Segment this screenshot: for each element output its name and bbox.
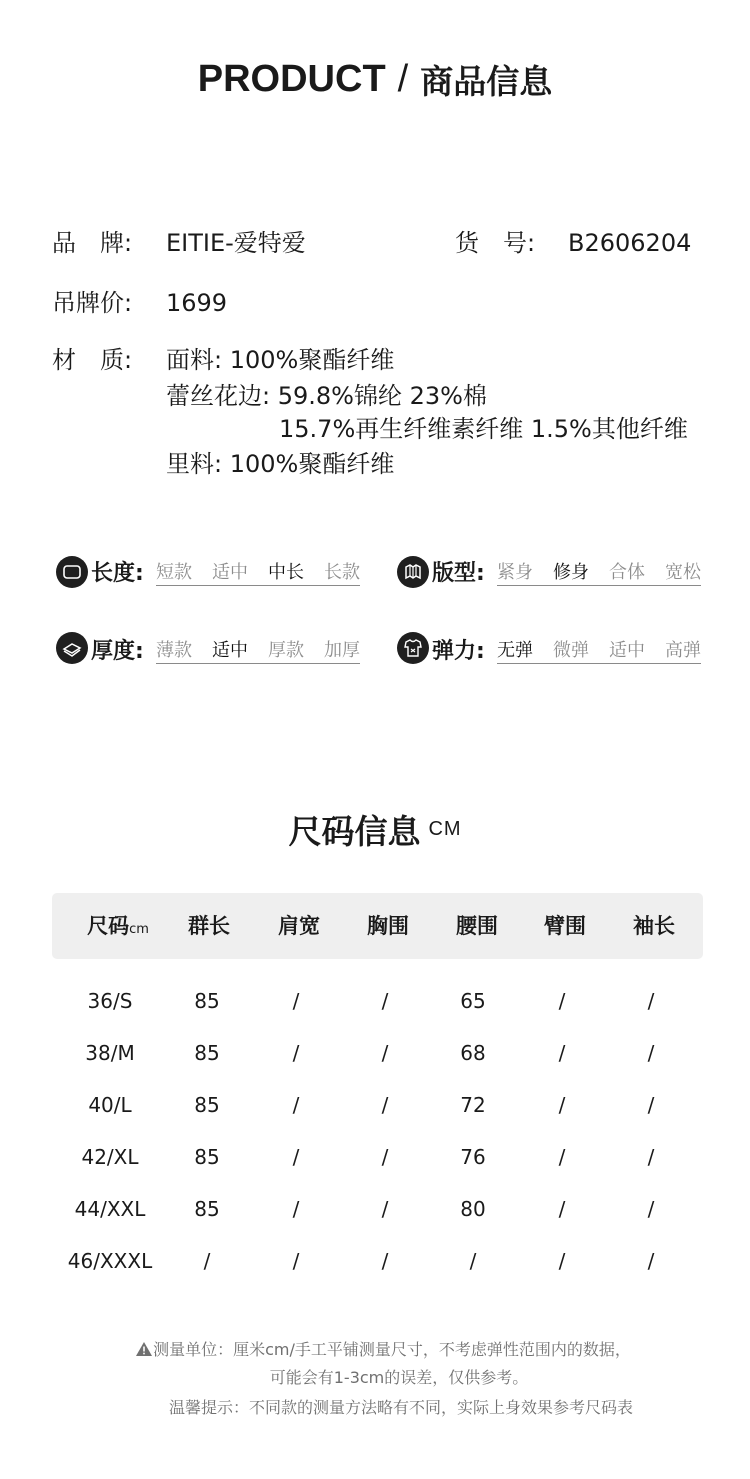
elasticity-label: 弹力:	[432, 639, 485, 664]
table-cell: 72	[460, 1093, 486, 1117]
table-cell: /	[292, 989, 300, 1013]
table-cell: /	[292, 1249, 300, 1273]
length-option: 短款	[156, 562, 192, 583]
table-cell: 85	[194, 989, 220, 1013]
header-chest: 胸围	[367, 914, 409, 938]
table-cell: /	[469, 1249, 477, 1273]
table-cell: /	[381, 1197, 389, 1221]
table-cell: 46/XXXL	[67, 1249, 153, 1273]
warning-icon	[135, 1341, 153, 1357]
table-cell: 44/XXL	[74, 1197, 146, 1221]
size-title-unit: CM	[428, 818, 462, 840]
table-cell: /	[292, 1145, 300, 1169]
note-text-1: 测量单位：厘米cm/手工平铺测量尺寸，不考虑弹性范围内的数据，	[153, 1340, 631, 1359]
table-cell: 36/S	[87, 989, 133, 1013]
title-zh: 商品信息	[420, 62, 553, 101]
length-option: 适中	[212, 562, 248, 583]
table-cell: /	[292, 1093, 300, 1117]
length-option-selected: 中长	[268, 562, 304, 583]
table-cell: /	[381, 1041, 389, 1065]
thickness-option: 厚款	[268, 640, 304, 661]
table-cell: /	[203, 1249, 211, 1273]
table-cell: 85	[194, 1041, 220, 1065]
table-cell: 76	[460, 1145, 486, 1169]
price-label: 吊牌价:	[52, 289, 133, 317]
table-cell: /	[647, 1145, 655, 1169]
thickness-option: 加厚	[324, 640, 360, 661]
title-slash: /	[397, 58, 409, 100]
table-cell: 40/L	[88, 1093, 132, 1117]
table-cell: /	[558, 1093, 566, 1117]
table-cell: 80	[460, 1197, 486, 1221]
material-line: 面料: 100%聚酯纤维	[166, 346, 395, 374]
table-cell: /	[558, 1145, 566, 1169]
sku-label: 货 号:	[455, 229, 536, 257]
thickness-option: 薄款	[156, 640, 192, 661]
thickness-option-selected: 适中	[212, 640, 248, 661]
table-cell: 38/M	[85, 1041, 135, 1065]
table-cell: /	[558, 1197, 566, 1221]
fit-option: 宽松	[665, 562, 701, 583]
note-line-3: 温馨提示：不同款的测量方法略有不同，实际上身效果参考尺码表	[168, 1398, 633, 1417]
note-line-1	[8, 1337, 750, 1360]
table-cell: /	[381, 1145, 389, 1169]
table-cell: /	[381, 1249, 389, 1273]
fit-option: 紧身	[497, 562, 533, 583]
header-waist: 腰围	[456, 914, 498, 938]
table-cell: /	[381, 989, 389, 1013]
price-value: 1699	[166, 289, 228, 317]
fit-option: 合体	[609, 562, 645, 583]
table-cell: /	[381, 1093, 389, 1117]
elasticity-option-selected: 无弹	[497, 640, 533, 661]
table-cell: /	[647, 989, 655, 1013]
brand-label: 品 牌:	[52, 229, 133, 257]
table-cell: 85	[194, 1093, 220, 1117]
material-line: 蕾丝花边: 59.8%锦纶 23%棉	[166, 382, 487, 410]
elasticity-option: 微弹	[553, 640, 589, 661]
table-cell: 68	[460, 1041, 486, 1065]
table-cell: /	[647, 1093, 655, 1117]
table-cell: /	[292, 1041, 300, 1065]
header-size-unit: cm	[129, 922, 149, 937]
note-line-2: 可能会有1-3cm的误差，仅供参考。	[269, 1368, 529, 1387]
header-skirt-length: 群长	[188, 914, 230, 938]
table-cell: /	[647, 1041, 655, 1065]
table-cell: 85	[194, 1145, 220, 1169]
material-label: 材 质:	[52, 346, 133, 374]
thickness-label: 厚度:	[91, 639, 144, 664]
table-cell: /	[558, 989, 566, 1013]
length-option: 长款	[324, 562, 360, 583]
header-shoulder: 肩宽	[278, 914, 320, 938]
header-size-text: 尺码	[87, 914, 130, 938]
table-cell: /	[647, 1197, 655, 1221]
header-arm: 臂围	[544, 914, 586, 938]
table-cell: /	[292, 1197, 300, 1221]
material-line: 里料: 100%聚酯纤维	[166, 450, 395, 478]
fit-label: 版型:	[432, 561, 485, 586]
sku-value: B2606204	[568, 229, 692, 257]
title-en: PRODUCT	[197, 58, 386, 100]
table-cell: /	[647, 1249, 655, 1273]
header-sleeve: 袖长	[633, 914, 675, 938]
length-label: 长度:	[91, 561, 144, 586]
table-cell: 65	[460, 989, 486, 1013]
table-cell: /	[558, 1249, 566, 1273]
table-cell: 85	[194, 1197, 220, 1221]
table-cell: 42/XL	[81, 1145, 139, 1169]
fit-option-selected: 修身	[553, 562, 589, 583]
elasticity-option: 适中	[609, 640, 645, 661]
table-cell: /	[558, 1041, 566, 1065]
brand-value: EITIE-爱特爱	[166, 229, 306, 257]
elasticity-option: 高弹	[665, 640, 701, 661]
material-line: 15.7%再生纤维素纤维 1.5%其他纤维	[279, 415, 688, 443]
size-title-text: 尺码信息	[288, 812, 421, 851]
